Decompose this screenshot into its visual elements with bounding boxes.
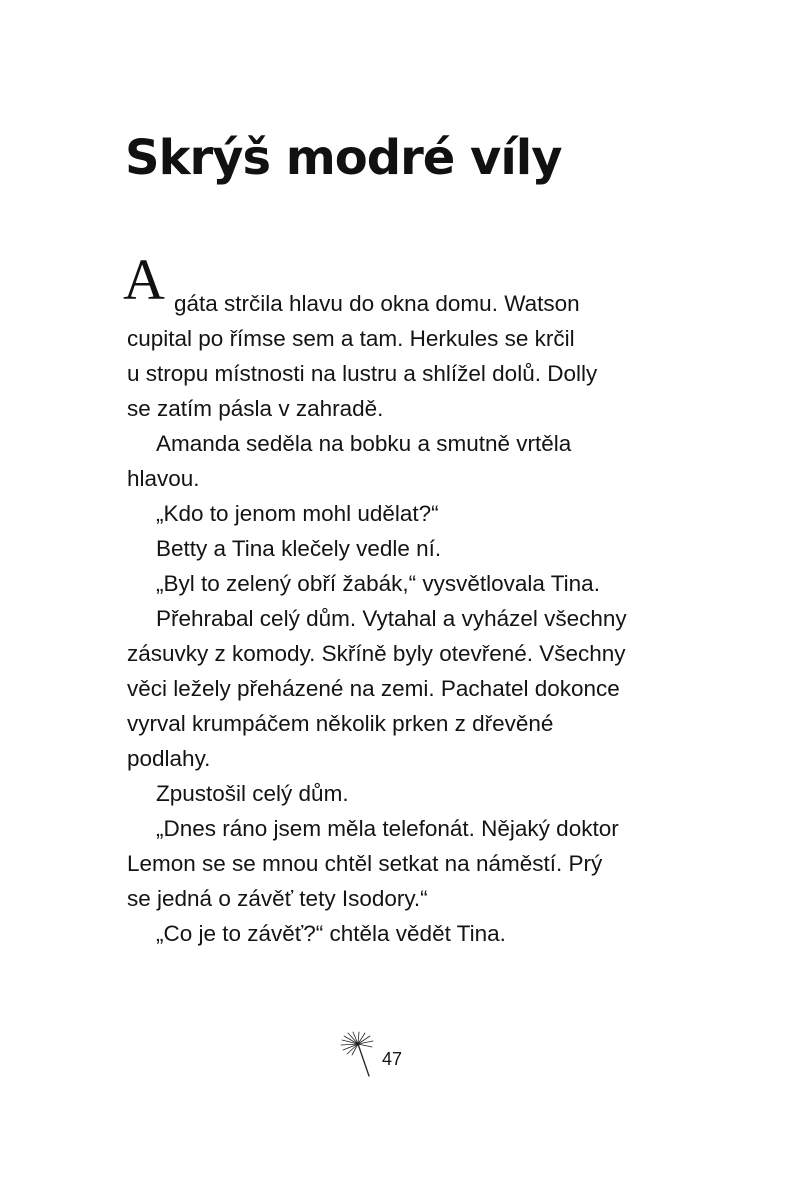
text-line: „Dnes ráno jsem měla telefonát. Nějaký doktor bbox=[156, 816, 619, 841]
text-line: Lemon se se mnou chtěl setkat na náměstí. Prý bbox=[127, 851, 603, 876]
text-line: Betty a Tina klečely vedle ní. bbox=[156, 536, 442, 561]
text-line: gáta strčila hlavu do okna domu. Watson bbox=[174, 291, 580, 316]
text-line: „Kdo to jenom mohl udělat?“ bbox=[156, 501, 439, 526]
paragraph-8 bbox=[127, 811, 687, 916]
paragraph-7 bbox=[127, 776, 687, 811]
text-line: Zpustošil celý dům. bbox=[156, 781, 349, 806]
text-line: podlahy. bbox=[127, 746, 211, 771]
text-line: vyrval krumpáčem několik prken z dřevěné bbox=[127, 711, 554, 736]
paragraph-4 bbox=[127, 531, 687, 566]
text-line: zásuvky z komody. Skříně byly otevřené. Všechny bbox=[127, 641, 626, 666]
first-line bbox=[123, 247, 687, 321]
page-footer bbox=[338, 1030, 418, 1080]
paragraph-5 bbox=[127, 566, 687, 601]
text-line: věci ležely přeházené na zemi. Pachatel dokonce bbox=[127, 676, 620, 701]
page-number: 47 bbox=[382, 1049, 403, 1069]
paragraph-9 bbox=[127, 916, 687, 951]
text-line: u stropu místnosti na lustru a shlížel dolů. Dolly bbox=[127, 361, 598, 386]
text-line: „Byl to zelený obří žabák,“ vysvětlovala Tina. bbox=[156, 571, 600, 596]
paragraph-1 bbox=[123, 247, 687, 426]
chapter-title: Skrýš modré víly bbox=[125, 130, 562, 186]
paragraph-3 bbox=[127, 496, 687, 531]
text-line: hlavou. bbox=[127, 466, 200, 491]
text-line: „Co je to závěť?“ chtěla vědět Tina. bbox=[156, 921, 506, 946]
text-line: Amanda seděla na bobku a smutně vrtěla bbox=[156, 431, 572, 456]
drop-cap: A bbox=[123, 247, 165, 312]
body-text bbox=[123, 247, 687, 951]
text-line: Přehrabal celý dům. Vytahal a vyházel všechny bbox=[156, 606, 627, 631]
dandelion-seed-icon bbox=[338, 1030, 378, 1080]
text-line: se zatím pásla v zahradě. bbox=[127, 396, 384, 421]
text-line: cupital po římse sem a tam. Herkules se krčil bbox=[127, 326, 575, 351]
paragraph-6 bbox=[127, 601, 687, 776]
paragraph-2 bbox=[127, 426, 687, 496]
text-line: se jedná o závěť tety Isodory.“ bbox=[127, 886, 428, 911]
